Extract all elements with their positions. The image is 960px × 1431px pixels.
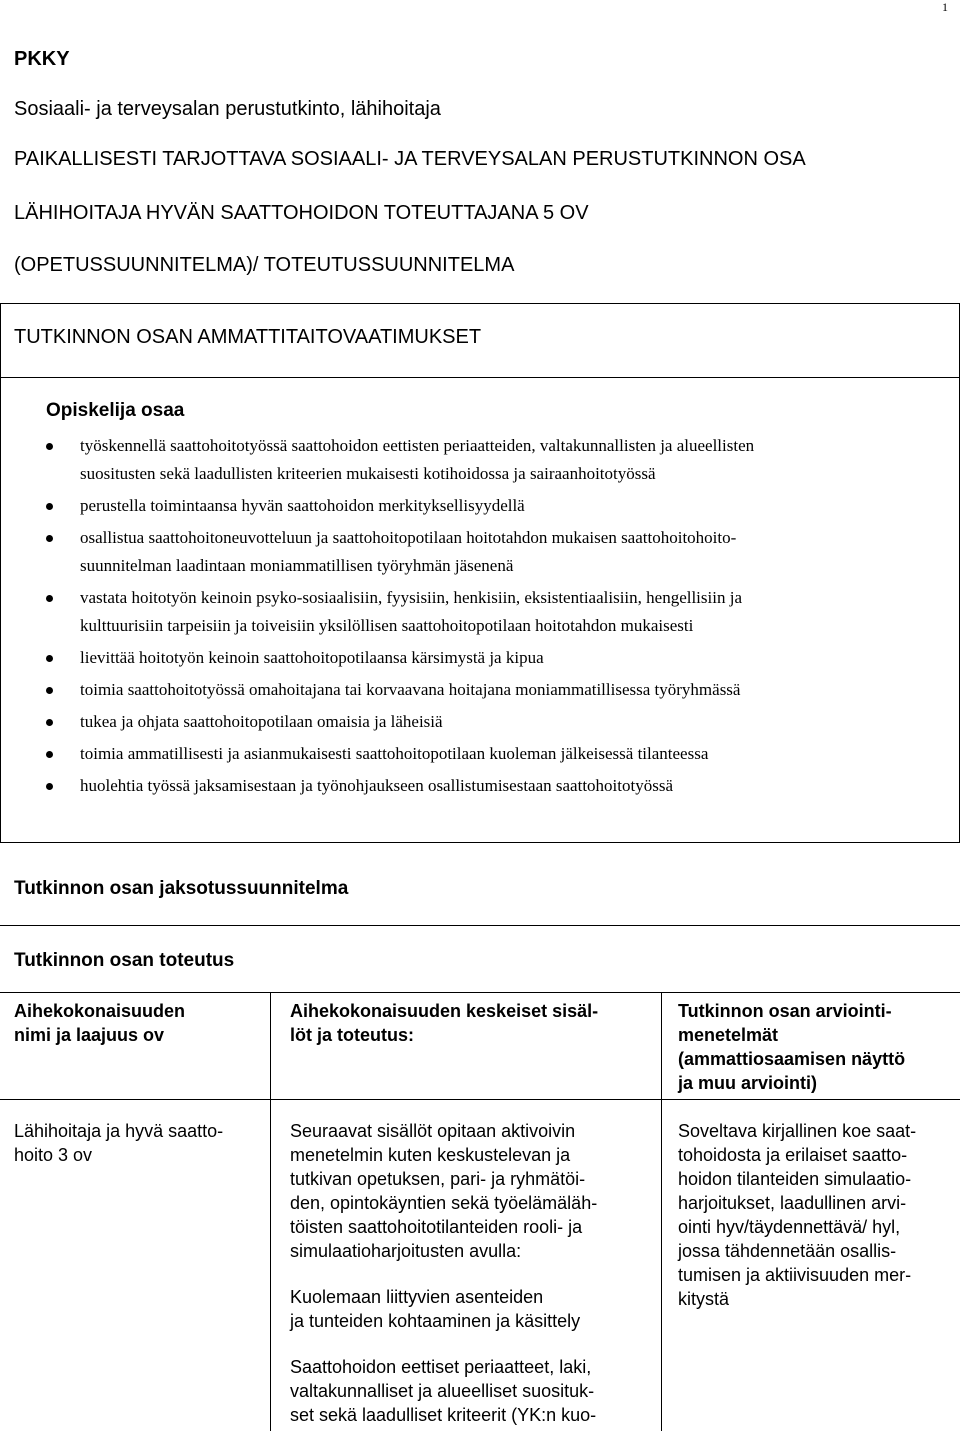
requirement-item: huolehtia työssä jaksamisestaan ja työnohjaukseen osallistumisestaan saattohoitotyössä <box>46 772 946 800</box>
requirement-item: toimia ammatillisesti ja asianmukaisesti saattohoitopotilaan kuoleman jälkeisessä tilanteessa <box>46 740 946 768</box>
requirement-item: vastata hoitotyön keinoin psyko-sosiaalisiin, fyysisiin, henkisiin, eksistentiaalisiin, hengellisiin ja kulttuurisiin tarpeisiin ja toiveisiin yksilöllisen saattohoitopotilaan hoitotahdon mukaisesti <box>46 584 946 640</box>
requirements-subtitle: Opiskelija osaa <box>46 400 185 421</box>
table-col-divider-2 <box>661 992 662 1431</box>
requirement-item: tukea ja ohjata saattohoitopotilaan omaisia ja läheisiä <box>46 708 946 736</box>
table-header-content: Aihekokonaisuuden keskeiset sisäl- löt ja toteutus: <box>290 1001 599 1045</box>
table-cell-assessment: Soveltava kirjallinen koe saat- tohoidosta ja erilaiset saatto- hoidon tilanteiden simulaatio- harjoitukset, laadullinen arvi- ointi hyv/täydennettävä/ hyl, jossa tähdennetään osallis- tumisen ja aktiivisuuden mer- kitystä <box>678 1121 917 1309</box>
bullet-icon <box>46 655 53 662</box>
divider-requirements <box>0 377 960 378</box>
requirement-item: osallistua saattohoitoneuvotteluun ja saattohoitopotilaan hoitotahdon mukaisen saattohoitohoito- suunnitelman laadintaan moniammatillisen työryhmän jäsenenä <box>46 524 946 580</box>
table-col-divider-1 <box>270 992 271 1431</box>
bullet-icon <box>46 719 53 726</box>
bullet-icon <box>46 687 53 694</box>
requirement-item: perustella toimintaansa hyvän saattohoidon merkityksellisyydellä <box>46 492 946 520</box>
bullet-icon <box>46 595 53 602</box>
content-topic-2: Saattohoidon eettiset periaatteet, laki, valtakunnalliset ja alueelliset suosituk- set sekä laadulliset kriteerit (YK:n kuo- <box>290 1357 597 1425</box>
divider-requirements-bottom <box>0 842 960 843</box>
table-header-border <box>0 1099 960 1100</box>
requirement-item: lievittää hoitotyön keinoin saattohoitopotilaansa kärsimystä ja kipua <box>46 644 946 672</box>
table-cell-topic: Lähihoitaja ja hyvä saatto- hoito 3 ov <box>14 1121 224 1165</box>
title-line-1: PAIKALLISESTI TARJOTTAVA SOSIAALI- JA TERVEYSALAN PERUSTUTKINNON OSA <box>14 148 806 170</box>
degree-name: Sosiaali- ja terveysalan perustutkinto, lähihoitaja <box>14 98 441 120</box>
bullet-icon <box>46 443 53 450</box>
bullet-icon <box>46 535 53 542</box>
title-line-3: (OPETUSSUUNNITELMA)/ TOTEUTUSSUUNNITELMA <box>14 254 515 276</box>
bullet-icon <box>46 503 53 510</box>
table-top-border <box>0 992 960 993</box>
org-name: PKKY <box>14 48 70 70</box>
requirement-item: toimia saattohoitotyössä omahoitajana tai korvaavana hoitajana moniammatillisessa työryhmässä <box>46 676 946 704</box>
bullet-icon <box>46 751 53 758</box>
content-topic-1: Kuolemaan liittyvien asenteiden ja tunteiden kohtaaminen ja käsittely <box>290 1287 581 1331</box>
requirements-section-title: TUTKINNON OSAN AMMATTITAITOVAATIMUKSET <box>14 326 482 348</box>
title-line-2: LÄHIHOITAJA HYVÄN SAATTOHOIDON TOTEUTTAJANA 5 OV <box>14 202 589 224</box>
table-header-assessment: Tutkinnon osan arviointi- menetelmät (ammattiosaamisen näyttö ja muu arviointi) <box>678 1001 906 1093</box>
divider-top <box>0 303 960 304</box>
table-cell-content <box>290 1119 650 1427</box>
frame-left <box>0 303 1 843</box>
divider-plan <box>0 925 960 926</box>
page-number: 1 <box>942 0 948 14</box>
requirement-item: työskennellä saattohoitotyössä saattohoidon eettisten periaatteiden, valtakunnallisten ja alueellisten suositusten sekä laadullisten kriteerien mukaisesti kotihoidossa ja sairaanhoitotyössä <box>46 432 946 488</box>
bullet-icon <box>46 783 53 790</box>
plan-title: Tutkinnon osan jaksotussuunnitelma <box>14 878 349 899</box>
table-header-topic: Aihekokonaisuuden nimi ja laajuus ov <box>14 1001 186 1045</box>
implementation-title: Tutkinnon osan toteutus <box>14 950 235 971</box>
requirements-list <box>46 432 946 804</box>
content-intro: Seuraavat sisällöt opitaan aktivoivin menetelmin kuten keskustelevan ja tutkivan opetuksen, pari- ja ryhmätöi- den, opintokäyntien sekä työelämäläh- töisten saattohoitotilanteiden rooli- ja simulaatioharjoitusten avulla: <box>290 1121 598 1261</box>
